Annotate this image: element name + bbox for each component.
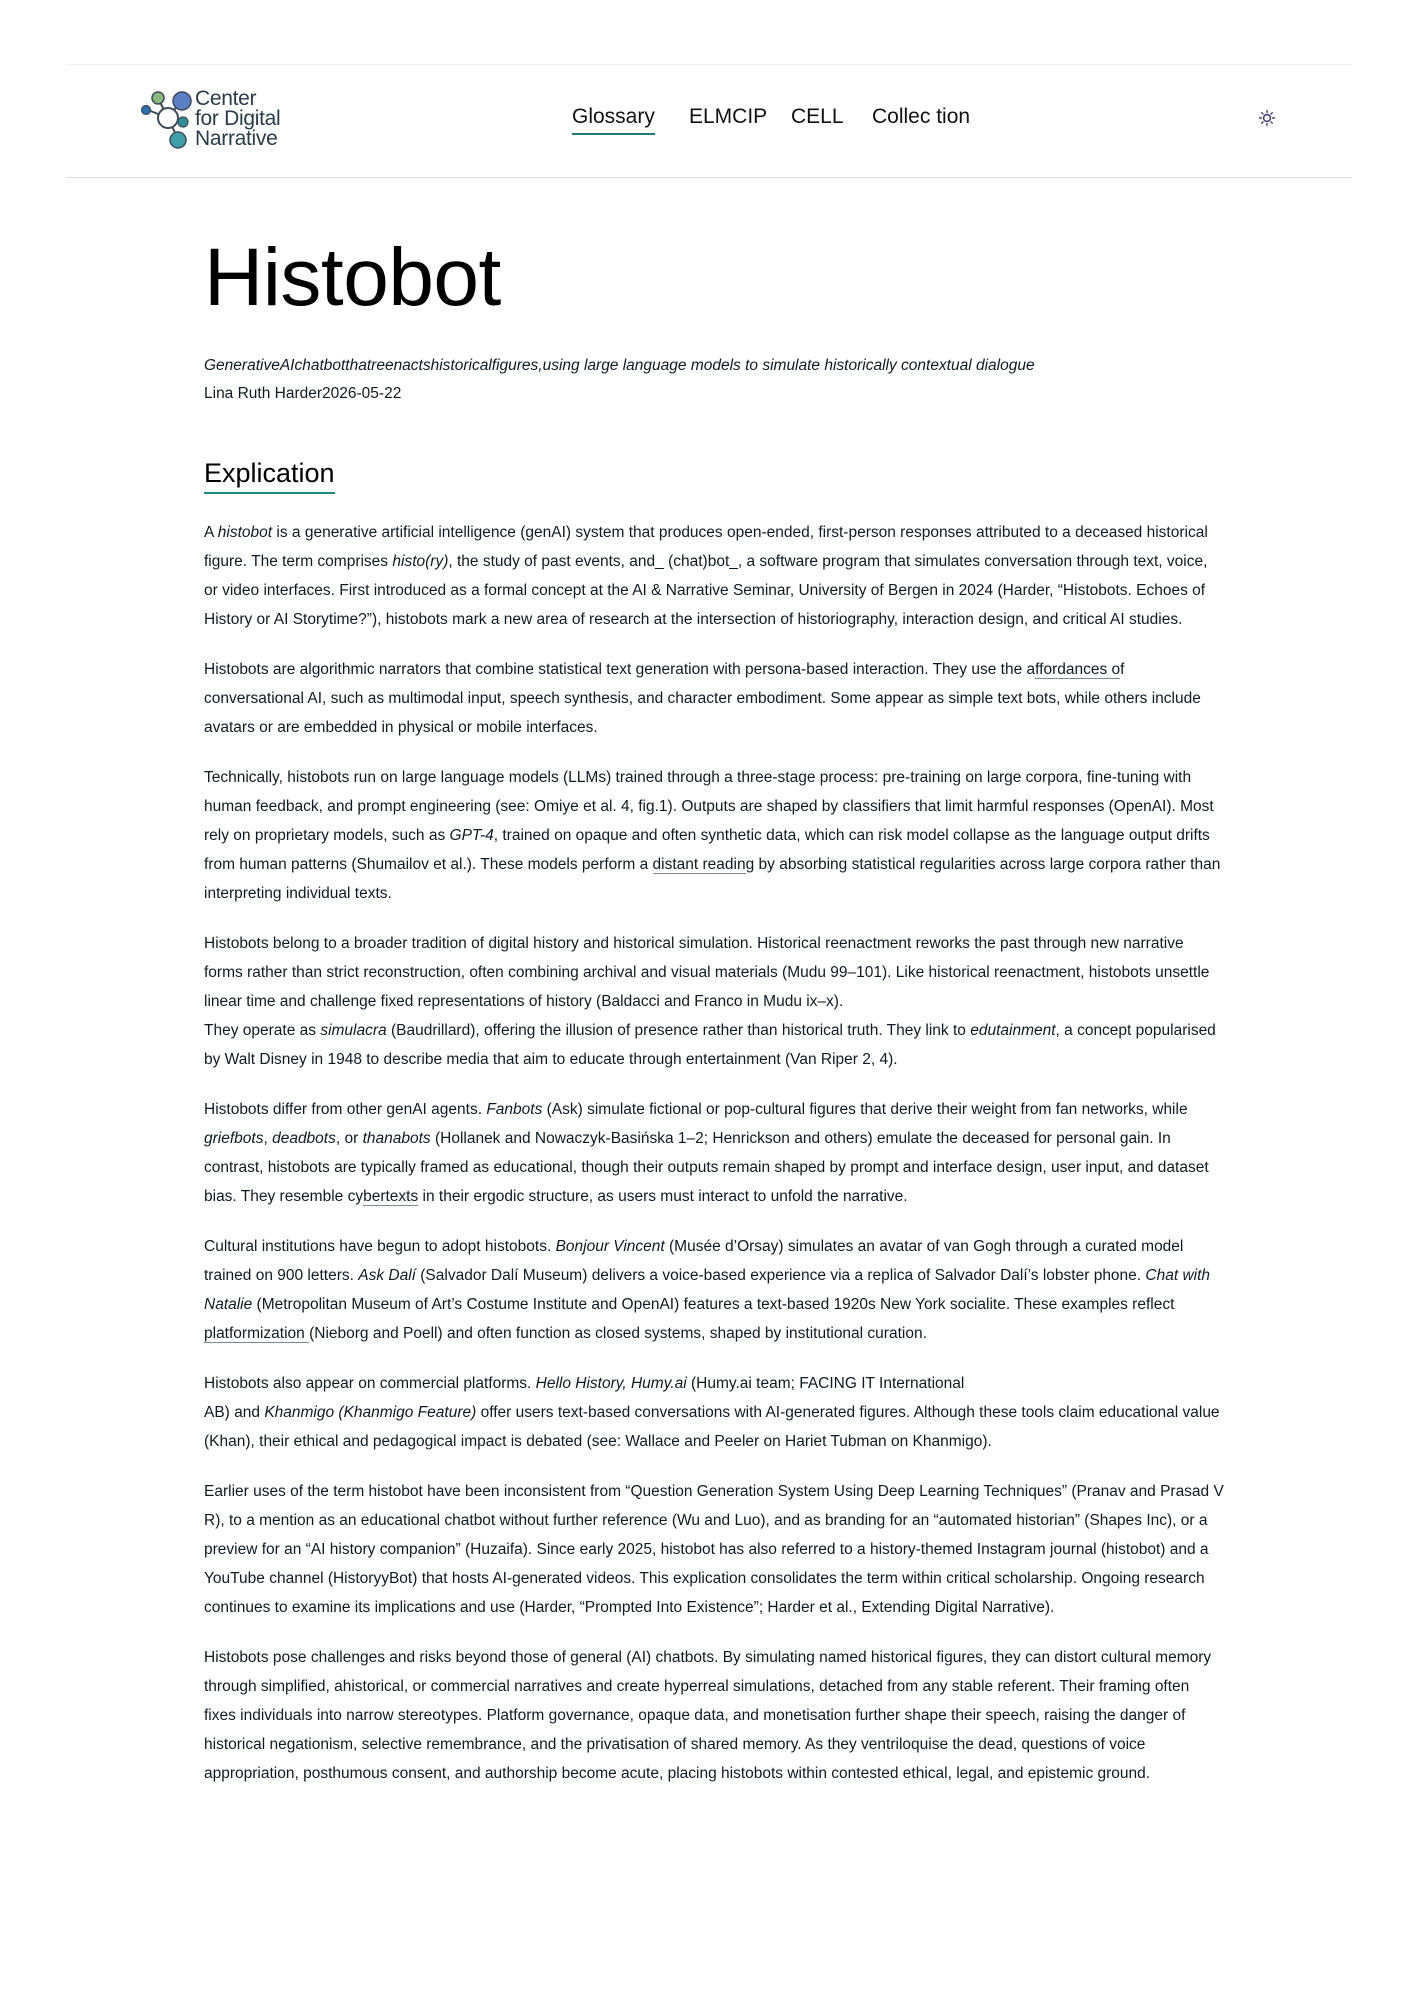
paragraph-text: (Metropolitan Museum of Art’s Costume Institute and OpenAI) features a text-based 1920s New York socialite. These examples reflect [252,1296,1175,1313]
body-paragraph [204,929,1224,1074]
nav-item-collection[interactable]: Collec tion [872,105,971,128]
article-body [204,518,1224,1788]
emphasis-text: deadbots [272,1130,336,1147]
paragraph-text: , the study of past events, and_ (chat)bot_, a software program that simulates conversation through text, voice, or video interfaces. First introduced as a formal concept at the AI & Narrative Seminar, University of Bergen in 2024 (Harder, “Histobots. Echoes of History or AI Storytime?”), histobots mark a new area of research at the intersection of historiography, interaction design, and critical AI studies. [204,553,1208,628]
paragraph-text: Histobots differ from other genAI agents. [204,1101,487,1118]
emphasis-text: Chat with Natalie [204,1267,1211,1313]
paragraph-text: (Hollanek and Nowaczyk-Basińska 1–2; Henrickson and others) emulate the deceased for personal gain. In contrast, histobots are typically framed as educational, though their outputs remain shaped by prompt and interface design, user input, and dataset bias. They resemble cy [204,1130,1209,1205]
body-paragraph [204,1477,1224,1622]
article [204,228,1224,1809]
article-byline: Lina Ruth Harder2026-05-22 [204,385,402,402]
paragraph-text: (Salvador Dalí Museum) delivers a voice-based experience via a replica of Salvador Dalí’s lobster phone. [415,1267,1146,1284]
emphasis-text: griefbots [204,1130,264,1147]
paragraph-text: A [204,524,218,541]
page-title: Histobot [204,232,501,323]
theme-toggle-button[interactable] [1252,103,1282,133]
body-paragraph [204,1643,1224,1788]
paragraph-text: Histobots are algorithmic narrators that combine statistical text generation with persona-based interaction. They use the a [204,661,1036,678]
nav-item-cell[interactable]: CELL [791,105,844,128]
glossary-link[interactable]: bertexts [363,1188,419,1205]
paragraph-text: (Ask) simulate fictional or pop-cultural figures that derive their weight from fan networks, while [542,1101,1188,1118]
paragraph-text: (Baudrillard), offering the illusion of presence rather than historical truth. They link to [386,1022,971,1039]
body-paragraph [204,1232,1224,1348]
body-paragraph [204,655,1224,742]
emphasis-text: Fanbots [486,1101,543,1118]
emphasis-text: edutainment [970,1022,1056,1039]
paragraph-text: in their ergodic structure, as users must interact to unfold the narrative. [418,1188,908,1205]
emphasis-text: histo(ry) [392,553,449,570]
emphasis-text: Khanmigo (Khanmigo Feature) [264,1404,477,1421]
paragraph-text: Histobots also appear on commercial platforms. [204,1375,536,1392]
paragraph-text: , or [335,1130,363,1147]
article-subtitle: GenerativeAIchatbotthatreenactshistoricalfigures,using large language models to simulate historically contextual dialogue [204,357,1035,374]
emphasis-text: thanabots [362,1130,431,1147]
body-paragraph [204,1095,1224,1211]
paragraph-text: , [263,1130,273,1147]
body-paragraph [204,518,1224,634]
logo-wordmark[interactable] [195,89,280,149]
paragraph-text: (Humy.ai team; FACING IT International [686,1375,965,1392]
body-paragraph [204,1369,1224,1456]
emphasis-text: Ask Dalí [358,1267,416,1284]
paragraph-text: , a concept popularised by Walt Disney in 1948 to describe media that aim to educate through entertainment (Van Riper 2, 4). [204,1022,1216,1068]
glossary-link[interactable]: distant readin [652,856,746,873]
site-header [66,65,1352,178]
sun-icon [1258,109,1276,127]
emphasis-text: simulacra [320,1022,387,1039]
paragraph-text: They operate as [204,1022,321,1039]
paragraph-text: is a generative artificial intelligence (genAI) system that produces open-ended, first-person responses attributed to a deceased historical figure. The term comprises [204,524,1208,570]
paragraph-text: Histobots pose challenges and risks beyond those of general (AI) chatbots. By simulating named historical figures, they can distort cultural memory through simplified, ahistorical, or commercial narratives and create hyperreal simulations, detached from any stable referent. Their framing often fixes individuals into narrow stereotypes. Platform governance, opaque data, and monetisation further shape their speech, raising the danger of historical negationism, selective remembrance, and the privatisation of shared memory. As they ventriloquise the dead, questions of voice appropriation, posthumous consent, and authorship become acute, placing histobots within contested ethical, legal, and epistemic ground. [204,1649,1212,1782]
emphasis-text: GPT-4 [449,827,494,844]
paragraph-text: Earlier uses of the term histobot have been inconsistent from “Question Generation System Using Deep Learning Techniques” (Pranav and Prasad V R), to a mention as an educational chatbot without further reference (Wu and Luo), and as branding for an “automated historian” (Shapes Inc), or a preview for an “AI history companion” (Huzaifa). Since early 2025, histobot has also referred to a history-themed Instagram journal (histobot) and a YouTube channel (HistoryyBot) that hosts AI-generated videos. This explication consolidates the term within critical scholarship. Ongoing research continues to examine its implications and use (Harder, “Prompted Into Existence”; Harder et al., Extending Digital Narrative). [204,1483,1224,1616]
paragraph-text: Histobots belong to a broader tradition of digital history and historical simulation. Historical reenactment reworks the past through new narrative forms rather than strict reconstruction, often combining archival and visual materials (Mudu 99–101). Like historical reenactment, histobots unsettle linear time and challenge fixed representations of history (Baldacci and Franco in Mudu ix–x). [204,935,1210,1010]
paragraph-text: (Musée d’Orsay) simulates an avatar of van Gogh through a curated model trained on 900 letters. [204,1238,1184,1284]
glossary-link[interactable]: platformization [204,1325,310,1342]
paragraph-text: Technically, histobots run on large language models (LLMs) trained through a three-stage process: pre-training on large corpora, fine-tuning with human feedback, and prompt engineering (see: Omiye et al. 4, fig.1). Outputs are shaped by classifiers that limit harmful responses (OpenAI). Most rely on proprietary models, such as [204,769,1214,844]
emphasis-text: Hello History, Humy.ai [535,1375,687,1392]
nav-item-glossary[interactable]: Glossary [572,105,655,135]
emphasis-text: Bonjour Vincent [555,1238,665,1255]
paragraph-text: offer users text-based conversations with AI-generated figures. Although these tools claim educational value (Khan), their ethical and pedagogical impact is debated (see: Wallace and Peeler on Hariet Tubman on Khanmigo). [204,1404,1220,1450]
glossary-link[interactable]: ffordances o [1035,661,1121,678]
logo-line-3: Narrative [195,127,278,150]
nav-item-elmcip[interactable]: ELMCIP [689,105,768,128]
paragraph-text: (Nieborg and Poell) and often function as closed systems, shaped by institutional curation. [309,1325,927,1342]
logo-line-2: for Digital [195,107,281,130]
paragraph-text: f conversational AI, such as multimodal input, speech synthesis, and character embodiment. Some appear as simple text bots, while others include avatars or are embedded in physical or mobile interfaces. [204,661,1201,736]
emphasis-text: histobot [217,524,273,541]
paragraph-text: Cultural institutions have begun to adopt histobots. [204,1238,556,1255]
section-heading-explication: Explication [204,456,335,494]
paragraph-text: , trained on opaque and often synthetic data, which can risk model collapse as the language output drifts from human patterns (Shumailov et al.). These models perform a [204,827,1210,873]
body-paragraph [204,763,1224,908]
logo-line-1: Center [195,87,257,110]
paragraph-text: g by absorbing statistical regularities across large corpora rather than interpreting individual texts. [204,856,1221,902]
paragraph-text: AB) and [204,1404,265,1421]
